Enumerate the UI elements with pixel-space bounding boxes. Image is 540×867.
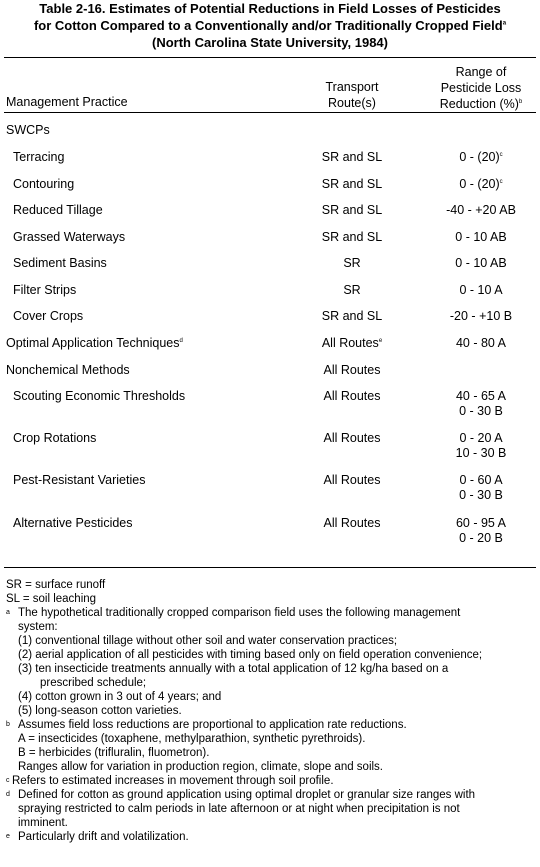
title-line-2: for Cotton Compared to a Conventionally and/or Traditionally Cropped Field$^a$: [33, 18, 507, 33]
footnote-d: d Defined for cotton as ground application using optimal droplet or granular size ranges with: [6, 789, 476, 801]
footnote-mark: a: [502, 20, 507, 27]
footnote-mark: e: [6, 833, 10, 840]
footnote-mark: b: [518, 98, 523, 105]
practice-cell: Crop Rotations: [13, 431, 97, 445]
practice-cell: Reduced Tillage: [13, 203, 103, 217]
route-cell: All Routes: [323, 473, 381, 487]
practice-cell: Terracing: [13, 150, 65, 164]
practice-cell: Filter Strips: [13, 283, 77, 297]
footnote-b: b Assumes field loss reductions are proportional to application rate reductions.: [6, 719, 407, 731]
footnote-mark: c: [6, 777, 10, 784]
route-cell: All Routes: [323, 516, 381, 530]
route-cell: All Routes: [323, 363, 381, 377]
route-cell: All Routes: [323, 431, 381, 445]
route-cell: All Routes: [323, 389, 381, 403]
title-line-1: Table 2-16. Estimates of Potential Reductions in Field Losses of Pesticides: [39, 1, 501, 16]
route-cell: SR and SL: [321, 177, 383, 191]
range-cell: -20 - +10 B: [449, 309, 513, 323]
route-cell: SR and SL: [321, 309, 383, 323]
footnote-mark: a: [6, 609, 10, 616]
range-cell: 0 - 20 B: [459, 531, 503, 545]
practice-cell: Alternative Pesticides: [13, 516, 133, 530]
practice-cell: SWCPs: [6, 123, 50, 137]
practice-cell: Scouting Economic Thresholds: [13, 389, 186, 403]
range-cell: 0 - 10 AB: [455, 230, 507, 244]
footnote-mark: b: [6, 721, 10, 728]
range-cell: 10 - 30 B: [455, 446, 507, 460]
range-cell: 40 - 80 A: [455, 336, 507, 350]
title-line-3: (North Carolina State University, 1984): [152, 35, 388, 50]
range-cell: 0 - 30 B: [459, 404, 503, 418]
practice-cell: Sediment Basins: [13, 256, 107, 270]
range-cell: 0 - 10 AB: [455, 256, 507, 270]
table-bottom-rule: [4, 567, 536, 568]
footnote-e: e Particularly drift and volatilization.: [6, 831, 189, 843]
practice-cell: Contouring: [13, 177, 75, 191]
range-cell: -40 - +20 AB: [446, 203, 516, 217]
table-title: [0, 0, 540, 51]
range-cell: 0 - 30 B: [459, 488, 503, 502]
route-cell: All Routes$^e$: [321, 336, 383, 350]
range-cell: 0 - 60 A: [459, 473, 503, 487]
practice-cell: Optimal Application Techniques$^d$: [6, 336, 183, 350]
header-top-rule: [4, 57, 536, 58]
header-transport-route: Transport Route(s): [325, 80, 379, 110]
route-cell: SR: [343, 283, 361, 297]
footnote-sl: SL = soil leaching: [6, 593, 97, 605]
range-cell: 0 - 10 A: [459, 283, 503, 297]
footnote-mark: c: [499, 151, 503, 158]
practice-cell: Pest-Resistant Varieties: [13, 473, 146, 487]
footnote-c: c Refers to estimated increases in movement through soil profile.: [6, 775, 334, 787]
footnote-mark: d: [179, 337, 183, 344]
footnote-sr: SR = surface runoff: [6, 579, 106, 591]
route-cell: SR: [343, 256, 361, 270]
footnote-mark: e: [378, 337, 383, 344]
practice-cell: Cover Crops: [13, 309, 84, 323]
header-bottom-rule: [4, 112, 536, 113]
header-management-practice: Management Practice: [6, 95, 128, 109]
footnote-mark: d: [6, 791, 10, 798]
range-cell: 60 - 95 A: [455, 516, 507, 530]
route-cell: SR and SL: [321, 150, 383, 164]
footnote-mark: c: [499, 178, 503, 185]
route-cell: SR and SL: [321, 230, 383, 244]
range-cell: 40 - 65 A: [455, 389, 507, 403]
range-cell: $0 - (20)^c$: [459, 177, 503, 191]
footnote-a: a The hypothetical traditionally cropped comparison field uses the following management: [6, 607, 461, 619]
practice-cell: Grassed Waterways: [13, 230, 126, 244]
practice-cell: Nonchemical Methods: [6, 363, 130, 377]
range-cell: $0 - (20)^c$: [459, 150, 503, 164]
header-range-reduction: Range of Pesticide Loss Reduction (%)$^b$: [439, 65, 523, 111]
route-cell: SR and SL: [321, 203, 383, 217]
range-cell: 0 - 20 A: [459, 431, 503, 445]
footnotes: SR = surface runoff SL = soil leaching a The hypothetical traditionally cropped comparison field uses the following management system: (1) conventional tillage without other soil and water conservation practices; (2) aerial application of all pesticides with timing based only on field operation convenience; (3) ten insecticide treatments annually with a total application of 12 kg/ha based on a prescribed schedule; (4) cotton grown in 3 out of 4 years; and (5) long-season cotton varieties. b Assumes field loss reductions are proportional to application rate reductions. A = insecticides (toxaphene, methylparathion, synthetic pyrethroids). B = herbicides (trifluralin, fluometron). Ranges allow for variation in production region, climate, slope and soils. c Refers to estimated increases in movement through soil profile. d Defined for cotton as ground application using optimal droplet or granular size ranges with spraying restricted to calm periods in late afternoon or at night when precipitation is not imminent. e Particularly drift and volatilization.: [6, 578, 536, 844]
